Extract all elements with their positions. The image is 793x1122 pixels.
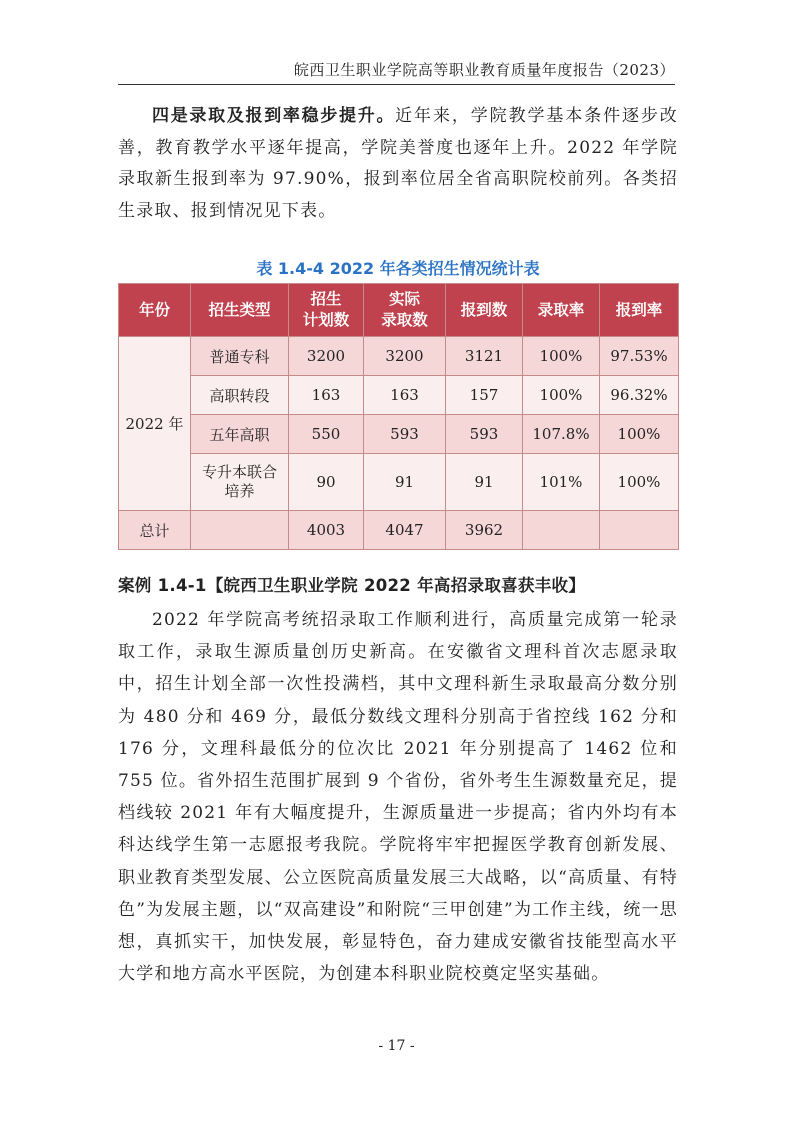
type-cell: 五年高职 (191, 415, 289, 454)
reported-cell: 157 (446, 376, 523, 415)
case-title: 案例 1.4-1【皖西卫生职业学院 2022 年高招录取喜获丰收】 (118, 576, 586, 595)
header-report-rate: 报到率 (600, 284, 679, 337)
actual-cell: 91 (364, 454, 446, 511)
total-label: 总计 (119, 511, 191, 550)
type-cell: 高职转段 (191, 376, 289, 415)
admit-rate-cell: 100% (523, 376, 600, 415)
report-rate-cell: 100% (600, 415, 679, 454)
case-paragraph: 2022 年学院高考统招录取工作顺利进行，高质量完成第一轮录取工作，录取生源质量创历史新高。在安徽省文理科首次志愿录取中，招生计划全部一次性投满档，其中文理科新生录取最高分数分别为 480 分和 469 分，最低分数线文理科分别高于省控线 162 分和 176 分，文理科最低分的位次比 2021 年分别提高了 1462 位和 755 位。省外招生范围扩展到 9 个省份，省外考生生源数量充足，提档线较 2021 年有大幅度提升，生源质量进一步提高；省内外均有本科达线学生第一志愿报考我院。学院将牢牢把握医学教育创新发展、职业教育类型发展、公立医院高质量发展三大战略，以“高质量、有特色”为发展主题，以“双高建设”和附院“三甲创建”为工作主线，统一思想，真抓实干，加快发展，彰显特色，奋力建成安徽省技能型高水平大学和地方高水平医院，为创建本科职业院校奠定坚实基础。 (118, 610, 678, 985)
page-header: 皖西卫生职业学院高等职业教育质量年度报告（2023） (293, 61, 675, 79)
table-header-row (119, 284, 679, 337)
admit-rate-cell: 107.8% (523, 415, 600, 454)
plan-cell: 3200 (289, 337, 364, 376)
table-title: 表 1.4-4 2022 年各类招生情况统计表 (256, 259, 540, 278)
total-admit-rate (523, 511, 600, 550)
total-plan: 4003 (289, 511, 364, 550)
header-year: 年份 (119, 284, 191, 337)
admit-rate-cell: 101% (523, 454, 600, 511)
actual-cell: 593 (364, 415, 446, 454)
plan-cell: 163 (289, 376, 364, 415)
header-rule (118, 84, 675, 85)
admit-rate-cell: 100% (523, 337, 600, 376)
header-admit-rate: 录取率 (523, 284, 600, 337)
enrollment-table (118, 283, 679, 550)
header-type: 招生类型 (191, 284, 289, 337)
reported-cell: 3121 (446, 337, 523, 376)
plan-cell: 550 (289, 415, 364, 454)
reported-cell: 91 (446, 454, 523, 511)
reported-cell: 593 (446, 415, 523, 454)
intro-lead: 四是录取及报到率稳步提升。 (152, 106, 396, 126)
actual-cell: 3200 (364, 337, 446, 376)
type-cell: 专升本联合 培养 (191, 454, 289, 511)
total-reported: 3962 (446, 511, 523, 550)
total-actual: 4047 (364, 511, 446, 550)
year-cell: 2022 年 (119, 337, 191, 511)
table-row (119, 415, 679, 454)
header-plan: 招生 计划数 (289, 284, 364, 337)
total-row (119, 511, 679, 550)
actual-cell: 163 (364, 376, 446, 415)
table-row (119, 337, 679, 376)
total-type (191, 511, 289, 550)
header-reported: 报到数 (446, 284, 523, 337)
table-row (119, 454, 679, 511)
report-rate-cell: 100% (600, 454, 679, 511)
type-cell: 普通专科 (191, 337, 289, 376)
page-number: - 17 - (378, 1038, 415, 1054)
report-rate-cell: 97.53% (600, 337, 679, 376)
total-report-rate (600, 511, 679, 550)
report-rate-cell: 96.32% (600, 376, 679, 415)
intro-paragraph (118, 101, 678, 227)
plan-cell: 90 (289, 454, 364, 511)
intro-body: 近年来，学院教学基本条件逐步改善，教育教学水平逐年提高，学院美誉度也逐年上升。2022 年学院录取新生报到率为 97.90%，报到率位居全省高职院校前列。各类招生录取、报到情况见下表。 (118, 106, 679, 221)
table-row (119, 376, 679, 415)
header-actual: 实际 录取数 (364, 284, 446, 337)
